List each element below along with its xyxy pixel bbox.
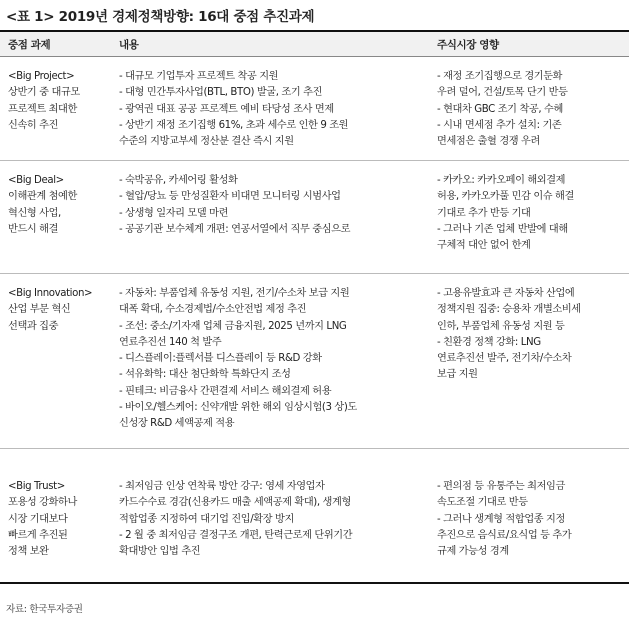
content-line: 수준의 지방교부세 정산분 결산 즉시 지원 [119, 136, 294, 148]
table-header-row [0, 31, 629, 57]
impact-line: 보급 지원 [437, 369, 478, 381]
content-line: - 공공기관 보수체계 개편: 연공서열에서 직무 중심으로 [119, 223, 351, 235]
topic-line: 프로젝트 최대한 [8, 103, 77, 115]
impact-line: 속도조절 기대로 반등 [437, 497, 528, 509]
impact-line: - 그러나 생계형 적합업종 지정 [437, 513, 565, 525]
content-line: 적합업종 지정하여 대기업 진입/확장 방지 [119, 513, 294, 525]
impact-line: 구체적 대안 없어 한계 [437, 240, 531, 252]
content-line: - 숙박공유, 카세어링 활성화 [119, 175, 238, 186]
impact-line: - 카카오: 카카오페이 해외결제 [437, 175, 566, 186]
content-cell [113, 57, 435, 161]
impact-line: - 고용유발효과 큰 자동차 산업에 [437, 288, 575, 299]
impact-line: - 그러나 기존 업체 반발에 대해 [437, 223, 568, 235]
content-line: - 대규모 기업투자 프로젝트 착공 지원 [119, 71, 279, 82]
impact-line: 우려 덜어, 건설/토목 단기 반등 [437, 87, 568, 99]
impact-cell [435, 161, 629, 274]
impact-cell [435, 57, 629, 161]
content-cell [113, 161, 435, 274]
table-row [0, 161, 629, 274]
topic-line: 선택과 집중 [8, 320, 59, 332]
source-note: 자료: 한국투자증권 [6, 604, 83, 615]
topic-line: 정책 보완 [8, 546, 49, 558]
content-cell [113, 449, 435, 583]
table-row [0, 449, 629, 583]
table-row [0, 57, 629, 161]
topic-line: 이해관계 첨예한 [8, 191, 77, 203]
topic-line: 산업 부문 혁신 [8, 304, 71, 316]
topic-line: <Big Innovation> [8, 288, 93, 299]
impact-cell [435, 274, 629, 449]
impact-line: 기대로 추가 반등 기대 [437, 207, 531, 219]
impact-line: 연료추진선 발주, 전기차/수소차 [437, 353, 572, 365]
content-line: - 상반기 재정 조기집행 61%, 초과 세수로 인한 9 조원 [119, 119, 349, 131]
content-line: - 조선: 중소/기자재 업체 금융지원, 2025 년까지 LNG [119, 320, 347, 332]
impact-line: - 현대차 GBC 조기 착공, 수혜 [437, 103, 563, 115]
content-line: 카드수수료 경감(신용카드 매출 세액공제 확대), 생계형 [119, 497, 351, 509]
policy-table [0, 30, 629, 584]
impact-line: 추진으로 음식료/요식업 등 추가 [437, 529, 572, 541]
content-line: - 광역권 대표 공공 프로젝트 예비 타당성 조사 면제 [119, 103, 334, 115]
content-line: - 혈압/당뇨 등 만성질환자 비대면 모니터링 시범사업 [119, 191, 341, 203]
header-impact: 주식시장 영향 [435, 31, 629, 57]
topic-line: <Big Trust> [8, 481, 65, 492]
impact-line: 면세점은 출혈 경쟁 우려 [437, 136, 540, 148]
content-line: - 자동차: 부품업체 유동성 지원, 전기/수소차 보급 지원 [119, 288, 350, 299]
header-topic: 중점 과제 [0, 31, 113, 57]
content-line: - 바이오/헬스케어: 신약개발 위한 해외 임상시험(3 상)도 [119, 402, 357, 414]
impact-line: - 재정 조기집행으로 경기둔화 [437, 71, 563, 82]
topic-line: <Big Project> [8, 71, 75, 82]
content-line: - 석유화학: 대산 첨단화학 특화단지 조성 [119, 369, 291, 381]
header-content: 내용 [113, 31, 435, 57]
topic-line: 포용성 강화하나 [8, 497, 77, 509]
topic-line: 혁신형 사업, [8, 207, 61, 219]
topic-line: 상반기 중 대규모 [8, 87, 80, 99]
table-row [0, 274, 629, 449]
impact-line: 규제 가능성 경계 [437, 546, 509, 558]
content-line: - 대형 민간투자사업(BTL, BTO) 발굴, 조기 추진 [119, 87, 323, 99]
content-line: 확대방안 입법 추진 [119, 546, 201, 558]
topic-cell [0, 57, 113, 161]
content-cell [113, 274, 435, 449]
impact-cell [435, 449, 629, 583]
impact-line: - 시내 면세점 추가 설치: 기존 [437, 119, 562, 131]
content-line: 신성장 R&D 세액공제 적용 [119, 418, 235, 430]
topic-line: 신속히 추진 [8, 119, 59, 131]
content-line: - 상생형 일자리 모델 마련 [119, 207, 229, 219]
content-line: - 2 월 중 최저임금 결정구조 개편, 탄력근로제 단위기간 [119, 529, 353, 541]
topic-cell [0, 274, 113, 449]
content-line: - 디스플레이:플렉서블 디스플레이 등 R&D 강화 [119, 353, 322, 365]
content-line: - 최저임금 인상 연착륙 방안 강구: 영세 자영업자 [119, 481, 325, 492]
content-line: 연료추진선 140 척 발주 [119, 336, 222, 348]
impact-line: - 편의점 등 유통주는 최저임금 [437, 481, 565, 492]
impact-line: 허용, 카카오카풀 민감 이슈 해결 [437, 191, 574, 203]
table-title: <표 1> 2019년 경제정책방향: 16대 중점 추진과제 [6, 9, 315, 25]
content-line: - 핀테크: 비금융사 간편결제 서비스 해외결제 허용 [119, 385, 332, 397]
topic-line: 시장 기대보다 [8, 513, 68, 525]
topic-line: 빠르게 추진된 [8, 529, 68, 541]
impact-line: 정책지원 집중: 승용차 개별소비세 [437, 304, 581, 316]
impact-line: 인하, 부품업체 유동성 지원 등 [437, 320, 565, 332]
content-line: 대폭 확대, 수소경제법/수소안전법 제정 추진 [119, 304, 307, 316]
impact-line: - 친환경 정책 강화: LNG [437, 336, 541, 348]
topic-cell [0, 161, 113, 274]
topic-line: <Big Deal> [8, 175, 64, 186]
topic-line: 반드시 해결 [8, 223, 59, 235]
topic-cell [0, 449, 113, 583]
